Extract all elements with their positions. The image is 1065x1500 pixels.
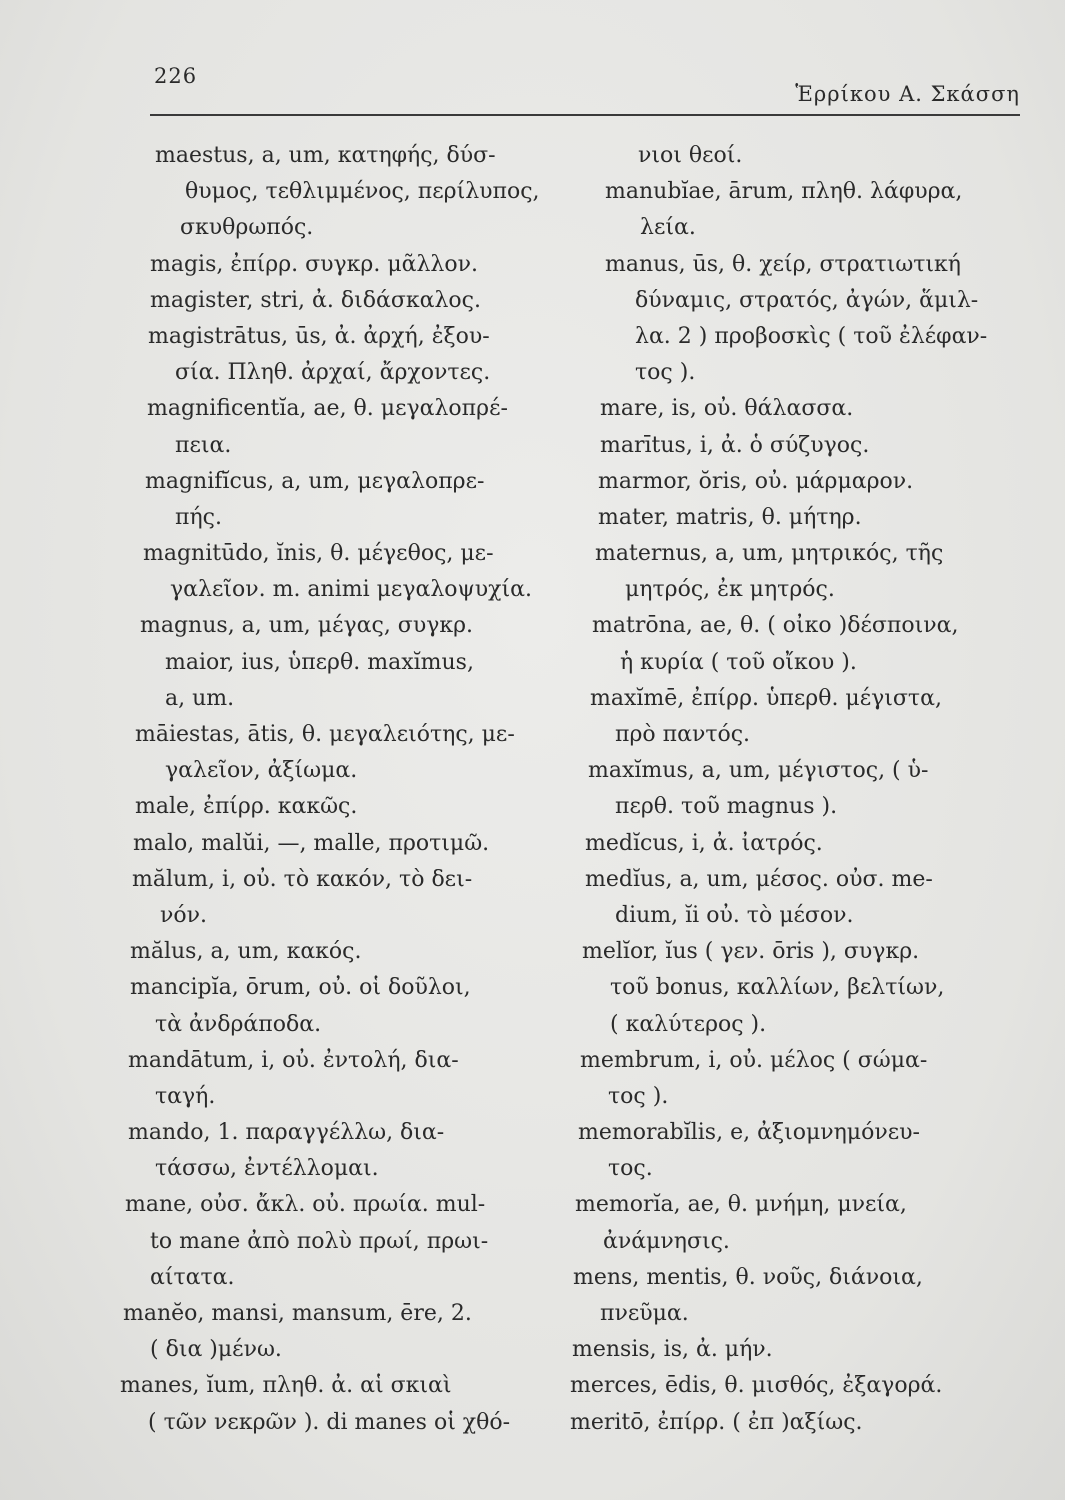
dictionary-line: σκυθρωπός. — [180, 215, 314, 241]
dictionary-line: māiestas, ātis, θ. μεγαλειότης, με- — [135, 722, 515, 747]
dictionary-line: maxĭmē, ἐπίρρ. ὑπερθ. μέγιστα, — [590, 685, 942, 711]
dictionary-line: ( καλύτερος ). — [610, 1011, 767, 1037]
dictionary-line: λα. 2 ) προβοσκὶς ( τοῦ ἐλέφαν- — [635, 323, 988, 349]
dictionary-line: αίτατα. — [150, 1264, 235, 1290]
dictionary-line: mater, matris, θ. μήτηρ. — [598, 504, 862, 530]
dictionary-line: ( τῶν νεκρῶν ). di manes οἱ χθό- — [148, 1409, 511, 1435]
dictionary-line: dium, ĭi οὐ. τὸ μέσον. — [615, 902, 854, 928]
dictionary-line: magister, stri, ἀ. διδάσκαλος. — [150, 287, 481, 313]
dictionary-line: maior, ius, ὑπερθ. maxĭmus, — [165, 649, 474, 675]
dictionary-line: mando, 1. παραγγέλλω, δια- — [128, 1120, 445, 1146]
page-number: 226 — [154, 64, 198, 88]
dictionary-line: melĭor, ĭus ( γεν. ōris ), συγκρ. — [582, 939, 920, 965]
dictionary-line: πεια. — [175, 432, 232, 458]
dictionary-line: a, um. — [165, 685, 235, 711]
dictionary-line: manus, ūs, θ. χείρ, στρατιωτική — [605, 251, 961, 277]
dictionary-line: τος ). — [608, 1083, 669, 1109]
dictionary-line: magnitūdo, ĭnis, θ. μέγεθος, με- — [143, 541, 494, 567]
dictionary-line: ταγή. — [155, 1083, 216, 1109]
dictionary-line: magnus, a, um, μέγας, συγκρ. — [140, 613, 474, 639]
left-column — [120, 138, 570, 1441]
dictionary-line: marmor, ŏris, οὐ. μάρμαρον. — [598, 468, 914, 494]
dictionary-line: δύναμις, στρατός, ἀγών, ἅμιλ- — [635, 287, 979, 313]
dictionary-line: νιοι θεοί. — [638, 143, 743, 168]
dictionary-line: σία. Πληθ. ἀρχαί, ἄρχοντες. — [175, 360, 491, 386]
dictionary-line: μητρός, ἐκ μητρός. — [625, 577, 835, 603]
dictionary-line: ( δια )μένω. — [150, 1337, 282, 1363]
dictionary-line: magistrātus, ūs, ἀ. ἀρχή, ἐξου- — [148, 323, 490, 349]
dictionary-line: membrum, i, οὐ. μέλος ( σώμα- — [580, 1047, 928, 1073]
dictionary-line: maestus, a, um, κατηφής, δύσ- — [155, 143, 496, 168]
dictionary-line: ἀνάμνησις. — [603, 1228, 730, 1254]
dictionary-line: meritō, ἐπίρρ. ( ἐπ )αξίως. — [570, 1409, 863, 1435]
dictionary-line: manĕo, mansi, mansum, ēre, 2. — [123, 1301, 472, 1326]
dictionary-line: marītus, i, ἀ. ὁ σύζυγος. — [600, 432, 870, 458]
dictionary-line: τοῦ bonus, καλλίων, βελτίων, — [610, 975, 945, 1001]
dictionary-line: νόν. — [160, 902, 207, 928]
dictionary-line: mensis, is, ἀ. μήν. — [572, 1337, 773, 1363]
dictionary-line: λεία. — [640, 215, 696, 241]
dictionary-line: manubĭae, ārum, πληθ. λάφυρα, — [605, 179, 963, 205]
dictionary-line: τος. — [608, 1156, 653, 1182]
dictionary-line: mens, mentis, θ. νοῦς, διάνοια, — [573, 1264, 923, 1290]
dictionary-line: magnificentĭa, ae, θ. μεγαλοπρέ- — [147, 396, 508, 422]
page-header — [150, 62, 1020, 116]
dictionary-line: πνεῦμα. — [600, 1301, 689, 1326]
dictionary-line: περθ. τοῦ magnus ). — [615, 794, 838, 820]
dictionary-line: memorabĭlis, e, ἀξιομνημόνευ- — [578, 1120, 920, 1146]
dictionary-line: mancipĭa, ōrum, οὐ. οἱ δοῦλοι, — [130, 975, 471, 1001]
dictionary-line: male, ἐπίρρ. κακῶς. — [135, 794, 358, 820]
dictionary-line: magnifĭcus, a, um, μεγαλοπρε- — [145, 468, 485, 494]
dictionary-line: γαλεῖον. m. animi μεγαλοψυχία. — [170, 577, 532, 603]
dictionary-line: merces, ēdis, θ. μισθός, ἐξαγορά. — [570, 1373, 943, 1399]
dictionary-line: mandātum, i, οὐ. ἐντολή, δια- — [128, 1047, 459, 1073]
dictionary-line: πής. — [175, 504, 222, 530]
dictionary-line: θυμος, τεθλιμμένος, περίλυπος, — [185, 179, 540, 205]
dictionary-line: manes, ĭum, πληθ. ἀ. αἱ σκιαὶ — [120, 1373, 452, 1399]
dictionary-line: mălum, i, οὐ. τὸ κακόν, τὸ δει- — [132, 866, 473, 892]
dictionary-line: magis, ἐπίρρ. συγκρ. μᾶλλον. — [150, 251, 478, 277]
dictionary-line: medĭus, a, um, μέσος. οὐσ. me- — [585, 866, 933, 892]
right-column — [570, 138, 1030, 1441]
dictionary-line: mălus, a, um, κακός. — [130, 939, 362, 965]
dictionary-line: πρὸ παντός. — [615, 722, 751, 747]
dictionary-line: ἡ κυρία ( τοῦ οἴκου ). — [620, 649, 857, 675]
running-head: Ἑρρίκου Α. Σκάσση — [795, 82, 1020, 106]
dictionary-line: γαλεῖον, ἀξίωμα. — [165, 758, 358, 784]
dictionary-line: τος ). — [635, 360, 696, 386]
dictionary-line: mane, οὐσ. ἄκλ. οὐ. πρωία. mul- — [125, 1192, 486, 1218]
dictionary-line: τάσσω, ἐντέλλομαι. — [155, 1156, 379, 1182]
dictionary-line: maxĭmus, a, um, μέγιστος, ( ὑ- — [588, 758, 929, 784]
dictionary-line: τὰ ἀνδράποδα. — [155, 1011, 322, 1037]
dictionary-line: maternus, a, um, μητρικός, τῆς — [595, 541, 944, 567]
dictionary-line: medĭcus, i, ἀ. ἰατρός. — [585, 830, 823, 856]
dictionary-line: matrōna, ae, θ. ( οἰκο )δέσποινα, — [592, 613, 959, 639]
dictionary-line: malo, malŭi, —, malle, προτιμῶ. — [133, 830, 490, 856]
dictionary-line: mare, is, οὐ. θάλασσα. — [600, 396, 854, 422]
dictionary-line: memorĭa, ae, θ. μνήμη, μνεία, — [575, 1192, 907, 1218]
dictionary-line: to mane ἀπὸ πολὺ πρωί, πρωι- — [150, 1228, 489, 1254]
